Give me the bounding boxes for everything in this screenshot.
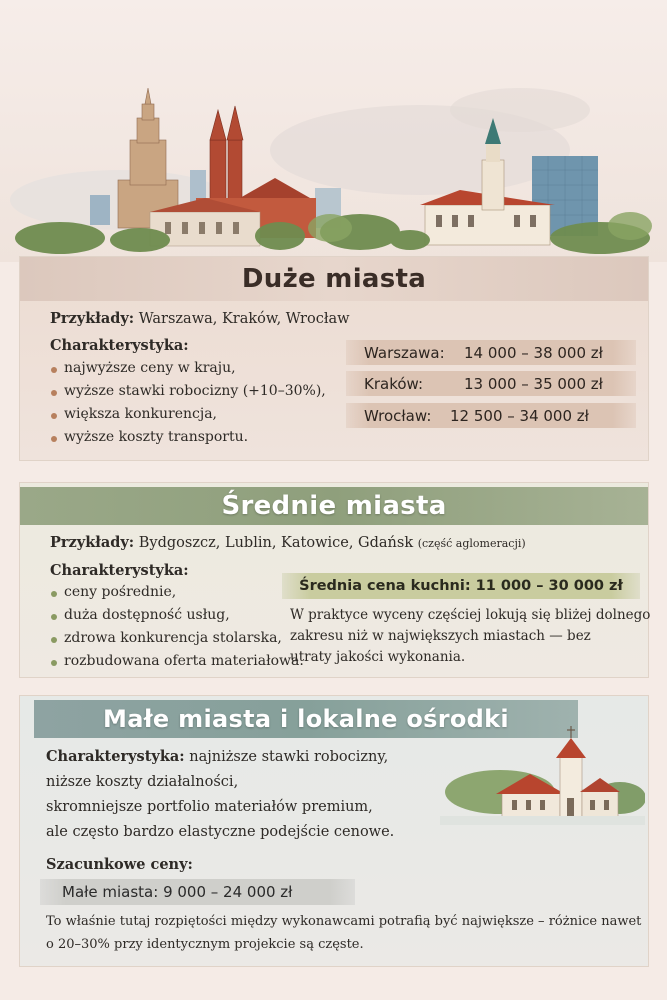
price-range: 13 000 – 35 000 zł xyxy=(464,374,603,393)
large-cities-panel xyxy=(19,256,649,461)
large-cities-title: Duże miasta xyxy=(241,264,427,294)
note-line: utraty jakości wykonania. xyxy=(290,649,466,665)
price-range: 12 500 – 34 000 zł xyxy=(450,406,589,425)
medium-cities-header xyxy=(20,487,648,525)
city-label: Kraków: xyxy=(364,374,424,393)
char-line: ale często bardzo elastyczne podejście cenowe. xyxy=(46,824,395,840)
medium-cities-title: Średnie miasta xyxy=(221,491,447,521)
list-item: wyższe stawki robocizny (+10–30%), xyxy=(50,380,326,403)
examples-value: Warszawa, Kraków, Wrocław xyxy=(138,311,350,327)
small-prices-label: Szacunkowe ceny: xyxy=(46,856,193,873)
footer-line: o 20–30% przy identycznym projekcie są częste. xyxy=(46,937,364,952)
list-item: większa konkurencja, xyxy=(50,403,326,426)
medium-examples-line xyxy=(50,531,526,555)
medium-cities-panel xyxy=(19,482,649,678)
price-warszawa xyxy=(346,340,636,365)
char-line: skromniejsze portfolio materiałów premium, xyxy=(46,799,373,815)
church-illustration xyxy=(440,720,645,829)
char-line: najniższe stawki robocizny, xyxy=(189,749,389,765)
list-item: ceny pośrednie, xyxy=(50,581,304,604)
large-examples-line xyxy=(50,307,350,331)
medium-note xyxy=(290,605,650,668)
small-char-label: Charakterystyka: xyxy=(46,748,185,765)
small-cities-panel xyxy=(19,695,649,967)
examples-label: Przykłady: xyxy=(50,310,135,327)
city-label: Warszawa: xyxy=(364,343,445,362)
list-item: zdrowa konkurencja stolarska, xyxy=(50,627,304,650)
small-footer xyxy=(46,910,641,956)
small-char-block xyxy=(46,744,394,845)
note-line: zakresu niż w największych miastach — bez xyxy=(290,628,591,644)
price-wroclaw xyxy=(346,403,636,428)
medium-char-label: Charakterystyka: xyxy=(50,562,189,579)
footer-line: To właśnie tutaj rozpiętości między wykonawcami potrafią być największe – różnice nawet xyxy=(46,914,642,929)
large-bullet-list xyxy=(50,357,326,449)
note-line: W praktyce wyceny częściej lokują się bliżej dolnego xyxy=(290,607,651,623)
small-price: Małe miasta: 9 000 – 24 000 zł xyxy=(40,879,355,905)
city-skyline-illustration xyxy=(0,0,667,262)
list-item: najwyższe ceny w kraju, xyxy=(50,357,326,380)
list-item: wyższe koszty transportu. xyxy=(50,426,326,449)
examples-note: (część aglomeracji) xyxy=(417,537,526,550)
price-krakow xyxy=(346,371,636,396)
small-cities-title: Małe miasta i lokalne ośrodki xyxy=(103,705,509,733)
medium-bullet-list xyxy=(50,581,304,673)
list-item: duża dostępność usług, xyxy=(50,604,304,627)
city-label: Wrocław: xyxy=(364,406,432,425)
medium-avg-price: Średnia cena kuchni: 11 000 – 30 000 zł xyxy=(282,573,640,599)
price-range: 14 000 – 38 000 zł xyxy=(464,343,603,362)
char-line: niższe koszty działalności, xyxy=(46,774,239,790)
list-item: rozbudowana oferta materiałowa. xyxy=(50,650,304,673)
large-cities-header xyxy=(20,257,648,301)
examples-value: Bydgoszcz, Lublin, Katowice, Gdańsk xyxy=(138,535,414,551)
large-char-label: Charakterystyka: xyxy=(50,337,189,354)
examples-label: Przykłady: xyxy=(50,534,135,551)
